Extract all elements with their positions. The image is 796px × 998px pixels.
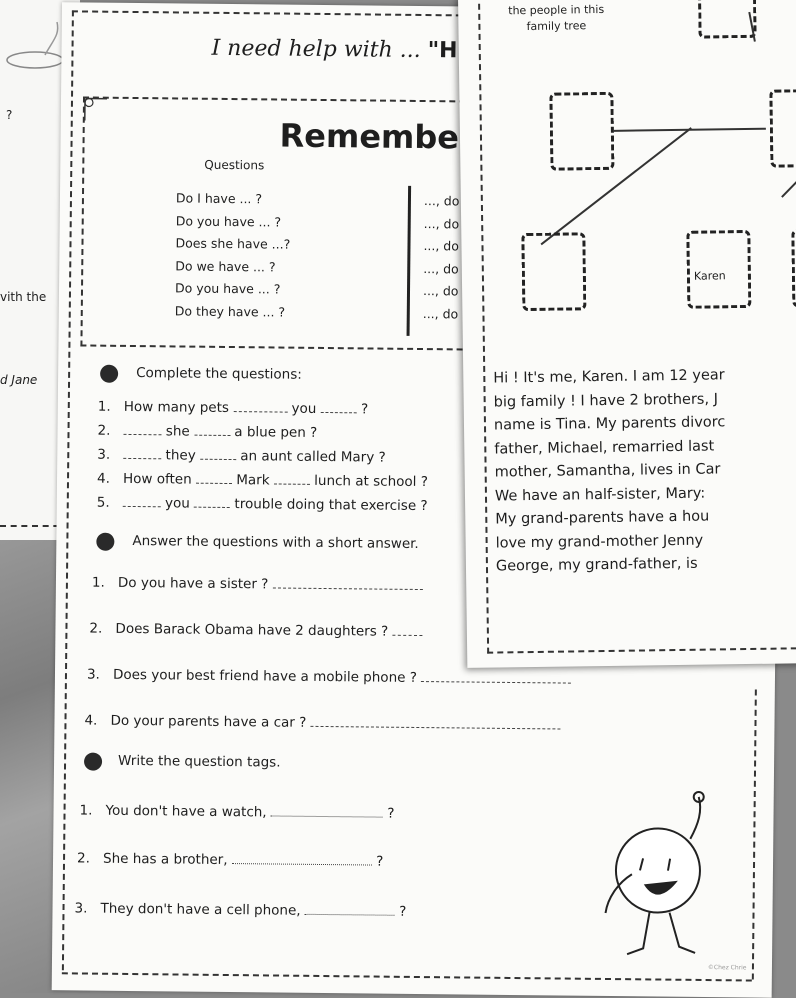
exercise-row: [77, 850, 383, 869]
happy-face-character-icon: [597, 788, 739, 969]
border-left: [478, 0, 489, 654]
family-member-box[interactable]: [791, 228, 796, 307]
tag-item: ..., do: [423, 260, 459, 276]
border-right: [752, 690, 757, 980]
family-member-box[interactable]: [769, 89, 796, 168]
title-bold: "H: [427, 38, 458, 64]
section3-instruction: Write the question tags.: [117, 752, 281, 771]
section1-instruction: Complete the questions:: [136, 365, 302, 383]
item-number: 5.: [96, 494, 110, 511]
tag-item: ..., do: [423, 193, 460, 209]
question-item: Do we have ... ?: [175, 257, 276, 274]
answer-blank[interactable]: [421, 671, 571, 684]
tags-list: [423, 190, 460, 325]
item-number: 3.: [86, 666, 100, 683]
item-number: 2.: [97, 422, 111, 439]
item-number: 4.: [84, 712, 98, 729]
corner-scroll-icon: [81, 94, 111, 124]
story-line: George, my grand-father, is: [495, 555, 698, 575]
answer-blank[interactable]: [393, 625, 423, 636]
story-line: We have an half-sister, Mary:: [494, 485, 706, 505]
answer-blank[interactable]: [274, 473, 310, 484]
remember-title: Remembe: [279, 116, 460, 157]
item-text: Does Barack Obama have 2 daughters ?: [115, 620, 389, 640]
exercise-row: [84, 713, 560, 734]
item-text: How many pets: [123, 398, 230, 417]
tag-item: ..., do: [423, 238, 460, 254]
item-number: 4.: [96, 470, 111, 487]
answer-blank[interactable]: [273, 577, 423, 590]
doodle-icon: [5, 10, 65, 70]
item-text: Do your parents have a car ?: [110, 712, 307, 731]
answer-blank[interactable]: [200, 449, 236, 460]
item-number: 2.: [89, 620, 103, 637]
tag-item: ..., do: [422, 283, 459, 299]
item-text: you: [291, 400, 317, 417]
item-text: Do you have a sister ?: [117, 574, 269, 593]
questions-list: [175, 187, 291, 323]
item-text: You don't have a watch,: [105, 802, 267, 821]
story-line: father, Michael, remarried last: [494, 437, 715, 458]
question-item: Do they have ... ?: [174, 302, 286, 320]
karen-story-text: [493, 364, 727, 579]
left-fragment-text: vith the: [0, 290, 47, 304]
answer-blank[interactable]: [271, 805, 383, 817]
left-fragment-text: ?: [6, 108, 13, 122]
questions-header: Questions: [204, 157, 265, 173]
item-text: ?: [360, 401, 369, 418]
family-member-name: Karen: [693, 269, 726, 283]
exercise-row: [97, 495, 428, 514]
exercise-row: [89, 621, 422, 640]
answer-blank[interactable]: [123, 448, 161, 459]
exercise-row: [97, 447, 386, 466]
border-top: [72, 10, 472, 16]
item-text: you: [164, 495, 190, 512]
answer-blank[interactable]: [305, 904, 395, 916]
answer-blank[interactable]: [233, 401, 287, 413]
exercise-row: [97, 471, 428, 490]
item-text: ?: [376, 853, 384, 870]
story-line: My grand-parents have a hou: [495, 508, 710, 528]
item-text: ?: [387, 805, 395, 822]
item-number: 2.: [76, 850, 91, 867]
border-bottom: [487, 647, 796, 654]
item-number: 1.: [79, 802, 93, 819]
story-line: big family ! I have 2 brothers, J: [493, 390, 719, 411]
title-prefix: I need help with ...: [211, 35, 421, 63]
exercise-row: [98, 399, 369, 418]
family-member-box[interactable]: [698, 0, 757, 39]
exercise-row: [92, 575, 423, 594]
item-text: an aunt called Mary ?: [240, 448, 386, 466]
section-bullet-icon: [96, 533, 114, 551]
story-line: name is Tina. My parents divorc: [493, 414, 726, 434]
copyright-text: ©Chez Chrie: [707, 964, 747, 972]
answer-blank[interactable]: [311, 716, 561, 730]
answer-blank[interactable]: [123, 424, 161, 435]
caption-line: the people in this: [508, 2, 605, 18]
divider-bar: [407, 186, 412, 336]
family-member-box-karen[interactable]: [686, 230, 751, 309]
left-fragment-text: d Jane: [0, 373, 38, 387]
section2-instruction: Answer the questions with a short answer.: [132, 532, 419, 552]
item-number: 3.: [97, 446, 111, 463]
family-tree-caption: [508, 2, 604, 35]
question-item: Do you have ... ?: [175, 212, 282, 230]
exercise-row: [87, 667, 571, 688]
family-member-box[interactable]: [549, 92, 614, 171]
worksheet-title: [211, 36, 457, 64]
item-text: she: [165, 423, 190, 440]
remember-box: [80, 96, 485, 350]
family-member-box[interactable]: [521, 232, 586, 311]
item-text: trouble doing that exercise ?: [234, 496, 428, 515]
story-line: love my grand-mother Jenny: [495, 532, 704, 552]
answer-blank[interactable]: [232, 853, 372, 865]
item-text: How often: [122, 470, 192, 488]
caption-line: family tree: [526, 19, 587, 34]
item-text: Does your best friend have a mobile phone ?: [112, 666, 418, 686]
tag-item: ..., do: [422, 305, 459, 321]
item-number: 3.: [74, 900, 88, 917]
answer-blank[interactable]: [196, 473, 232, 484]
item-text: they: [165, 447, 196, 464]
item-text: ?: [399, 903, 407, 920]
answer-blank[interactable]: [194, 425, 230, 436]
answer-blank[interactable]: [321, 402, 357, 413]
tag-item: ..., do: [423, 215, 460, 231]
section-bullet-icon: [100, 365, 118, 383]
question-item: Do I have ... ?: [175, 190, 263, 207]
exercise-row: [97, 423, 317, 441]
section-bullet-icon: [84, 753, 102, 771]
exercise-row: [74, 900, 406, 919]
item-text: a blue pen ?: [234, 424, 318, 441]
item-text: lunch at school ?: [314, 472, 429, 491]
story-line: Hi ! It's me, Karen. I am 12 year: [493, 367, 725, 387]
item-text: She has a brother,: [102, 850, 228, 869]
item-number: 1.: [97, 398, 111, 415]
family-tree-worksheet: [458, 0, 796, 668]
item-text: Mark: [236, 472, 270, 489]
item-text: They don't have a cell phone,: [100, 900, 301, 919]
tree-connector-line: [781, 168, 796, 198]
border-left: [62, 10, 74, 970]
answer-blank[interactable]: [194, 497, 230, 508]
exercise-row: [79, 802, 394, 821]
story-line: mother, Samantha, lives in Car: [494, 461, 721, 481]
question-item: Do you have ... ?: [174, 280, 281, 297]
item-number: 1.: [91, 574, 105, 591]
border-bottom: [62, 972, 752, 981]
question-item: Does she have ...?: [175, 235, 291, 252]
answer-blank[interactable]: [123, 496, 161, 507]
